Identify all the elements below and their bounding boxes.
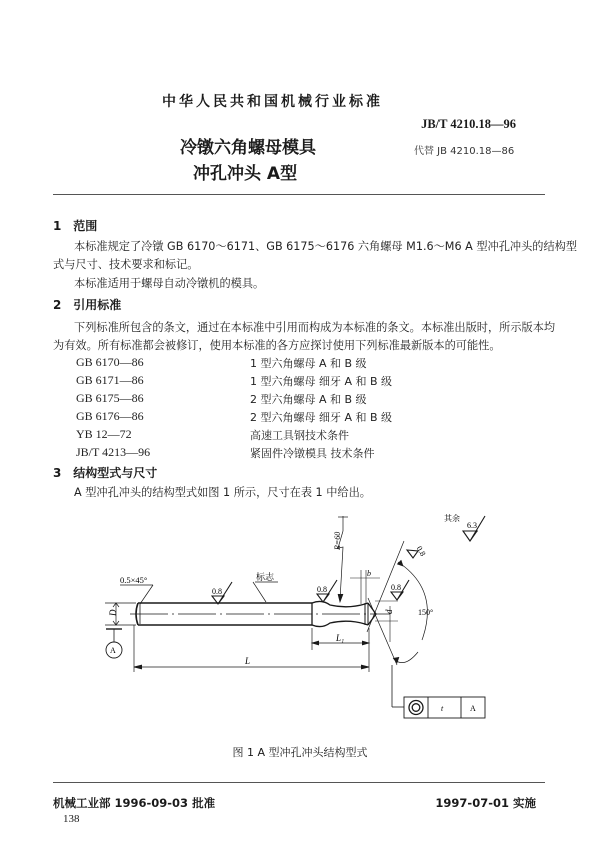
roughness-body-label: 0.8: [212, 587, 222, 596]
tolerance-value: t: [441, 704, 444, 713]
reference-list: [76, 355, 476, 475]
roughness-cone-label: 0.8: [414, 544, 428, 558]
approval-info: 机械工业部 1996-09-03 批准: [53, 796, 216, 810]
reference-code: GB 6176—86: [76, 409, 144, 423]
datum-A-label: A: [110, 646, 116, 655]
reference-title: 紧固件冷镦模具 技术条件: [250, 447, 375, 460]
section-3-heading: [53, 464, 157, 481]
punch-drawing: [0, 495, 600, 740]
roughness-neck-label: 0.8: [317, 585, 327, 594]
reference-code: YB 12—72: [76, 427, 132, 441]
section-title: 范围: [73, 219, 98, 233]
reference-title: 1 型六角螺母 A 和 B 级: [250, 357, 367, 370]
section-2-paragraph-1-cont: 为有效。所有标准都会被修订，使用本标准的各方应探讨使用下列标准最新版本的可能性。: [53, 339, 501, 352]
roughness-tip-label: 0.8: [391, 583, 401, 592]
reference-code: GB 6170—86: [76, 355, 144, 369]
reference-title: 1 型六角螺母 细牙 A 和 B 级: [250, 375, 393, 388]
chamfer-label: 0.5×45°: [120, 575, 148, 585]
marking-label: 标志: [256, 573, 275, 583]
tip-b-label: b: [367, 569, 371, 578]
reference-code: JB/T 4213—96: [76, 445, 151, 459]
reference-title: 2 型六角螺母 A 和 B 级: [250, 393, 367, 406]
reference-code: GB 6171—86: [76, 373, 144, 387]
replaces-standard: 代替 JB 4210.18—86: [414, 146, 515, 157]
section-title: 结构型式与尺寸: [73, 466, 158, 480]
roughness-other-label: 6.3: [467, 521, 477, 530]
section-1-paragraph-1: 本标准规定了冷镦 GB 6170～6171、GB 6175～6176 六角螺母 M1.6～M6 A 型冲孔冲头的结构型: [74, 240, 578, 253]
reference-title: 2 型六角螺母 细牙 A 和 B 级: [250, 411, 393, 424]
section-2-heading: [53, 296, 121, 313]
section-2-paragraph-1: 下列标准所包含的条文，通过在本标准中引用而构成为本标准的条文。本标准出版时，所示版本均: [74, 321, 556, 334]
standard-number: JB/T 4210.18—96: [421, 117, 516, 131]
implementation-date: 1997-07-01 实施: [435, 796, 536, 810]
section-number: 2: [53, 298, 62, 312]
diameter-d-label: d: [384, 609, 394, 614]
document-title-line1: 冷镦六角螺母模具: [180, 138, 316, 158]
tolerance-datum: A: [470, 704, 476, 713]
roughness-other-prefix: 其余: [444, 514, 460, 523]
angle-label: 150°: [418, 608, 434, 617]
section-1-heading: [53, 217, 97, 234]
figure-caption: 图 1 A 型冲孔冲头结构型式: [232, 746, 368, 759]
section-1-paragraph-2: 本标准适用于螺母自动冷镦机的模具。: [74, 277, 265, 290]
section-number: 1: [53, 219, 62, 233]
reference-code: GB 6175—86: [76, 391, 144, 405]
length-L-label: L: [245, 656, 251, 666]
section-number: 3: [53, 466, 62, 480]
reference-title: 高速工具钢技术条件: [250, 429, 349, 442]
radius-label: R=60: [333, 531, 342, 550]
diameter-D-label: D: [108, 609, 118, 616]
length-L1-label: L₁: [336, 633, 345, 643]
section-3-paragraph-1: A 型冲孔冲头的结构型式如图 1 所示，尺寸在表 1 中给出。: [74, 486, 371, 499]
page-number: 138: [63, 813, 80, 825]
section-title: 引用标准: [73, 298, 122, 312]
header-divider: [53, 194, 545, 195]
section-1-paragraph-1-cont: 式与尺寸、技术要求和标记。: [53, 258, 199, 271]
document-title-line2: 冲孔冲头 A型: [193, 164, 298, 184]
footer-divider: [53, 782, 545, 783]
organization-heading: 中华人民共和国机械行业标准: [162, 94, 383, 110]
